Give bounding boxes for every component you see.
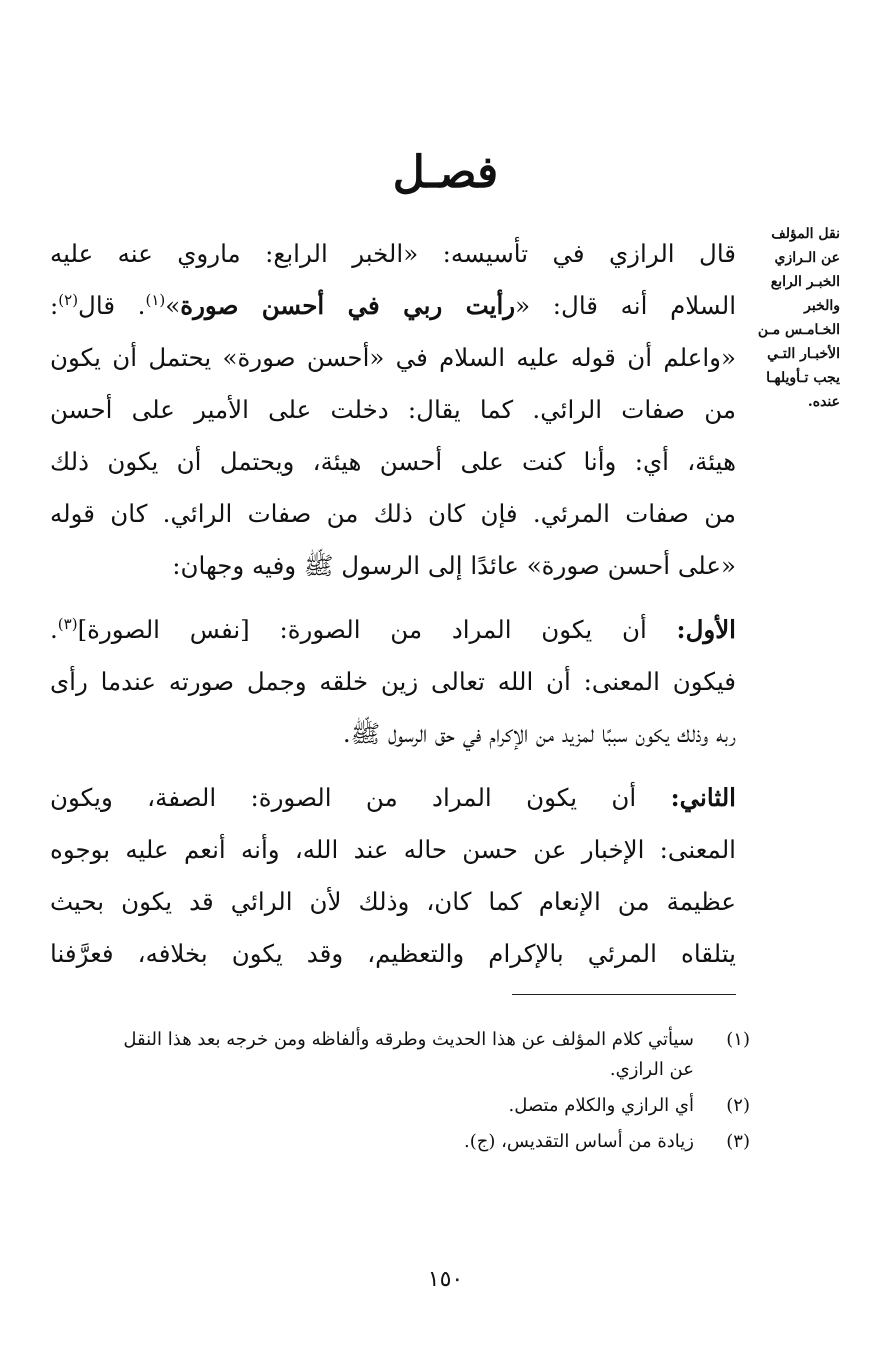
text-line: هيئة، أي: وأنا كنت على أحسن هيئة، ويحتمل أن يكون ذلك xyxy=(50,447,736,476)
page-number: ١٥٠ xyxy=(427,1267,464,1292)
paragraph-gap xyxy=(50,760,736,772)
footnote-text: زيادة من أساس التقديس، (ج). xyxy=(463,1131,694,1152)
section-title: فصـل xyxy=(392,147,499,198)
main-text xyxy=(50,228,736,980)
footnotes xyxy=(50,1025,750,1157)
footnote xyxy=(50,1025,750,1085)
text-line: الثاني: أن يكون المراد من الصورة: الصفة، ويكون xyxy=(50,783,736,812)
paragraph-gap xyxy=(50,592,736,604)
footnote-ref: (٣) xyxy=(57,614,78,633)
footnote-ref: (١) xyxy=(145,290,166,309)
footnote-text: أي الرازي والكلام متصل. xyxy=(508,1095,694,1116)
text-line: من صفات المرئي. فإن كان ذلك من صفات الرائي. كان قوله xyxy=(50,499,736,528)
paragraph-label: الثاني: xyxy=(670,783,736,812)
footnote-number: (٢) xyxy=(726,1095,750,1116)
hadith-quote: رأيت ربي في أحسن صورة xyxy=(180,291,516,320)
margin-note: نقل المؤلف عن الـرازي الخبـر الرابع والخبر الخـامـس مـن الأخبـار التـي يجب تـأويلهـا عنده. xyxy=(757,226,840,410)
footnote xyxy=(50,1091,750,1121)
text-line: من صفات الرائي. كما يقال: دخلت على الأمير على أحسن xyxy=(50,395,736,424)
text-line: فيكون المعنى: أن الله تعالى زين خلقه وجمل صورته عندما رأى xyxy=(50,667,736,696)
text-line: يتلقاه المرئي بالإكرام والتعظيم، وقد يكون بخلافه، فعرَّفنا xyxy=(50,939,736,968)
footnote-separator xyxy=(512,994,736,995)
text-line: الأول: أن يكون المراد من الصورة: [نفس الصورة]$^{(٣)}$. xyxy=(50,614,736,644)
footnote-number: (٣) xyxy=(726,1131,750,1152)
footnote-number: (١) xyxy=(726,1029,750,1050)
footnote-text: سيأتي كلام المؤلف عن هذا الحديث وطرقه وألفاظه ومن خرجه بعد هذا النقل عن الرازي. xyxy=(123,1029,694,1080)
text-line: عظيمة من الإنعام كما كان، وذلك لأن الرائي قد يكون بحيث xyxy=(50,887,736,916)
text-line: المعنى: الإخبار عن حسن حاله عند الله، وأنه أنعم عليه بوجوه xyxy=(50,835,736,864)
text-line: قال الرازي في تأسيسه: «الخبر الرابع: ماروي عنه عليه xyxy=(50,239,736,268)
text-line: «واعلم أن قوله عليه السلام في «أحسن صورة» يحتمل أن يكون xyxy=(50,343,736,372)
footnote-ref: (٢) xyxy=(58,290,79,309)
text-line: «على أحسن صورة» عائدًا إلى الرسول ﷺ وفيه وجهان: xyxy=(172,551,736,580)
paragraph-label: الأول: xyxy=(676,615,736,644)
text-line: ربه وذلك يكون سببًا لمزيد من الإكرام في حق الرسول ﷺ. xyxy=(342,719,736,748)
footnote xyxy=(50,1127,750,1157)
text-line: السلام أنه قال: «رأيت ربي في أحسن صورة»$^{(١)}$. قال$^{(٢)}$: xyxy=(50,290,736,320)
